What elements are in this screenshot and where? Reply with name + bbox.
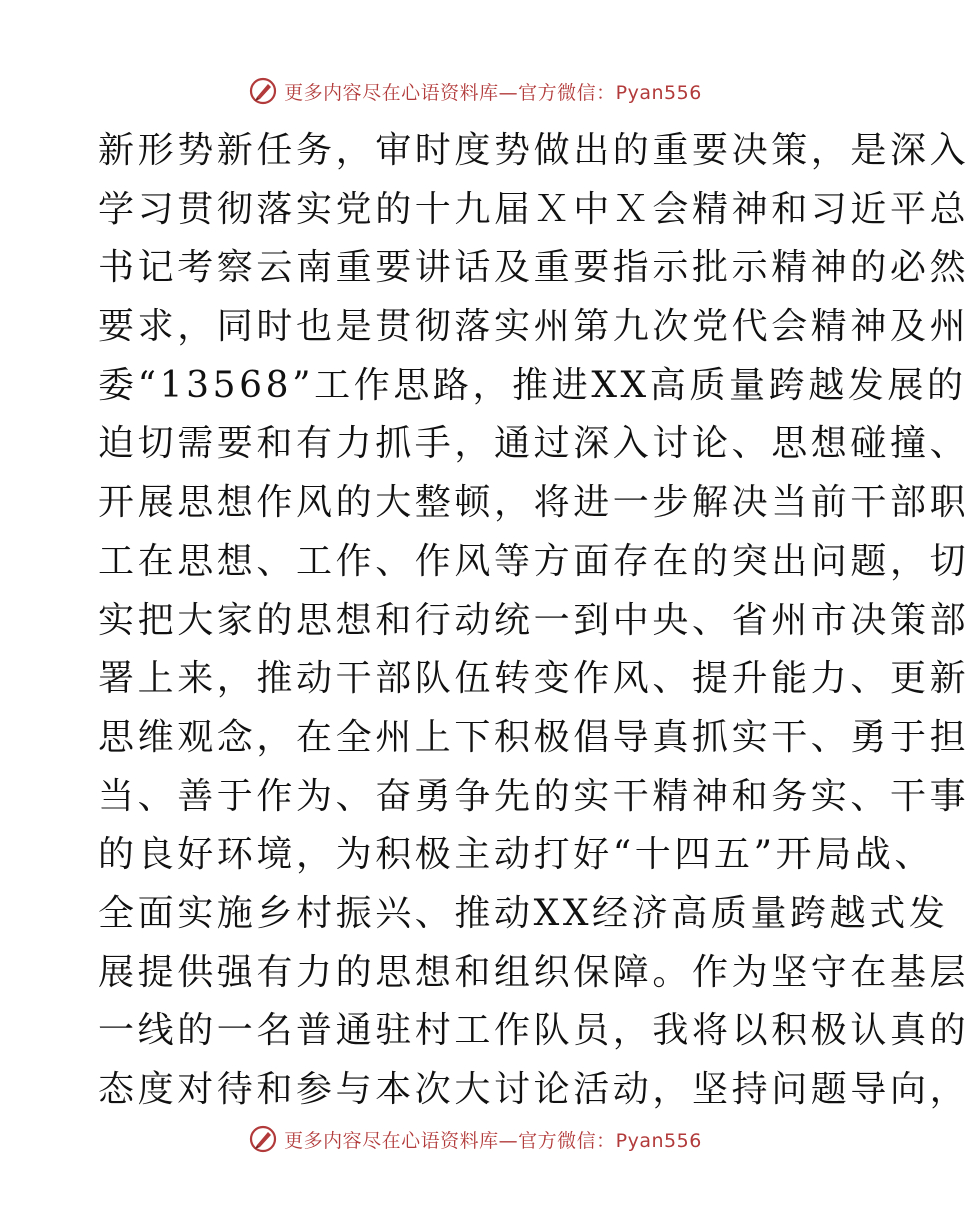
document-body bbox=[98, 122, 969, 1120]
text-line: 思维观念，在全州上下积极倡导真抓实干、勇于担 bbox=[98, 716, 969, 758]
text-line: 署上来，推动干部队伍转变作风、提升能力、更新 bbox=[98, 658, 969, 700]
text-line: 工在思想、工作、作风等方面存在的突出问题，切 bbox=[98, 540, 969, 582]
text-line: 当、善于作为、奋勇争先的实干精神和务实、干事 bbox=[98, 775, 969, 817]
header-watermark bbox=[0, 71, 950, 111]
text-line: 新形势新任务，审时度势做出的重要决策，是深入 bbox=[98, 130, 969, 171]
text-line: 全面实施乡村振兴、推动XX经济高质量跨越式发 bbox=[98, 892, 949, 934]
watermark-text: 更多内容尽在心语资料库—官方微信：Pyan556 bbox=[284, 1129, 702, 1152]
text-line: 展提供强有力的思想和组织保障。作为坚守在基层 bbox=[98, 951, 969, 993]
text-line: 开展思想作风的大整顿，将进一步解决当前干部职 bbox=[98, 482, 969, 524]
pen-logo-icon bbox=[248, 76, 278, 106]
text-line: 书记考察云南重要讲话及重要指示批示精神的必然 bbox=[98, 247, 969, 289]
text-line: 学习贯彻落实党的十九届Ｘ中Ｘ会精神和习近平总 bbox=[98, 188, 969, 230]
text-line: 实把大家的思想和行动统一到中央、省州市决策部 bbox=[98, 599, 969, 641]
text-line: 迫切需要和有力抓手，通过深入讨论、思想碰撞、 bbox=[98, 423, 969, 465]
footer-watermark bbox=[0, 1119, 950, 1159]
text-line: 的良好环境，为积极主动打好“十四五”开局战、 bbox=[98, 834, 935, 876]
text-line: 要求，同时也是贯彻落实州第九次党代会精神及州 bbox=[98, 306, 969, 348]
text-line: 委“13568”工作思路，推进XX高质量跨越发展的 bbox=[98, 364, 967, 406]
watermark-text: 更多内容尽在心语资料库—官方微信：Pyan556 bbox=[284, 81, 702, 104]
text-line: 态度对待和参与本次大讨论活动，坚持问题导向， bbox=[98, 1069, 969, 1110]
pen-logo-icon bbox=[248, 1124, 278, 1154]
text-line: 一线的一名普通驻村工作队员，我将以积极认真的 bbox=[98, 1010, 969, 1052]
